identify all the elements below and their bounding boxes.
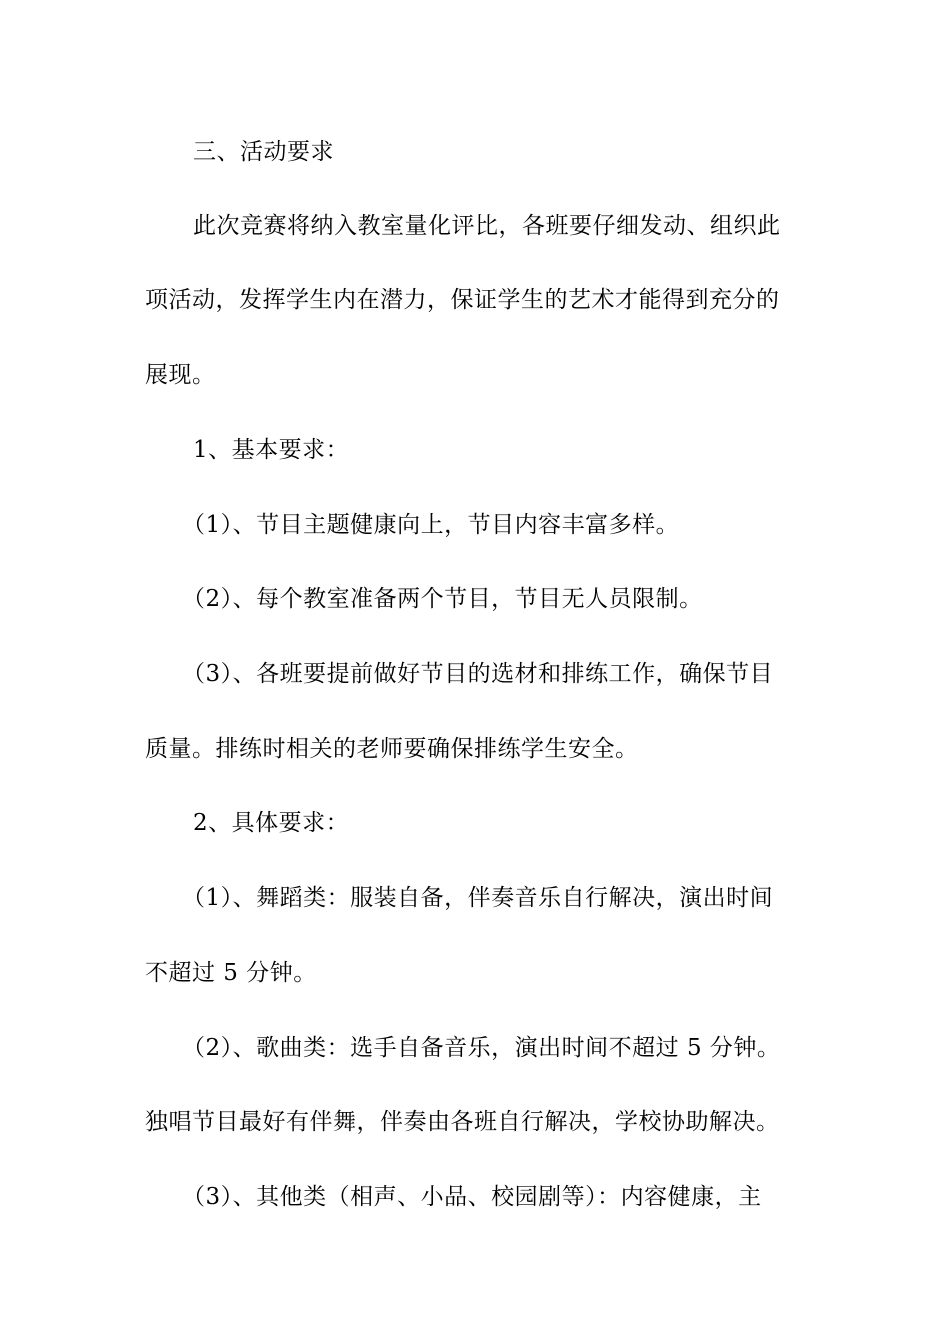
paragraph-line: 独唱节目最好有伴舞，伴奏由各班自行解决，学校协助解决。 — [145, 1109, 780, 1135]
subsection-heading: 2、具体要求： — [193, 810, 350, 836]
paragraph-line: 项活动，发挥学生内在潜力，保证学生的艺术才能得到充分的 — [145, 287, 780, 313]
paragraph-line: 展现。 — [145, 362, 216, 388]
list-item: （3）、各班要提前做好节目的选材和排练工作，确保节目 — [182, 661, 774, 687]
list-item: （1）、节目主题健康向上，节目内容丰富多样。 — [182, 512, 680, 538]
section-heading: 三、活动要求 — [193, 139, 334, 165]
paragraph-line: 此次竞赛将纳入教室量化评比，各班要仔细发动、组织此 — [193, 213, 781, 239]
list-item: （1）、舞蹈类：服装自备，伴奏音乐自行解决，演出时间 — [182, 885, 774, 911]
list-item: （2）、每个教室准备两个节目，节目无人员限制。 — [182, 586, 703, 612]
paragraph-line: 质量。排练时相关的老师要确保排练学生安全。 — [145, 736, 639, 762]
paragraph-line: 不超过 5 分钟。 — [145, 960, 317, 986]
list-item: （2）、歌曲类：选手自备音乐，演出时间不超过 5 分钟。 — [182, 1035, 781, 1061]
subsection-heading: 1、基本要求： — [193, 437, 350, 463]
list-item: （3）、其他类（相声、小品、校园剧等）：内容健康，主 — [182, 1184, 762, 1210]
